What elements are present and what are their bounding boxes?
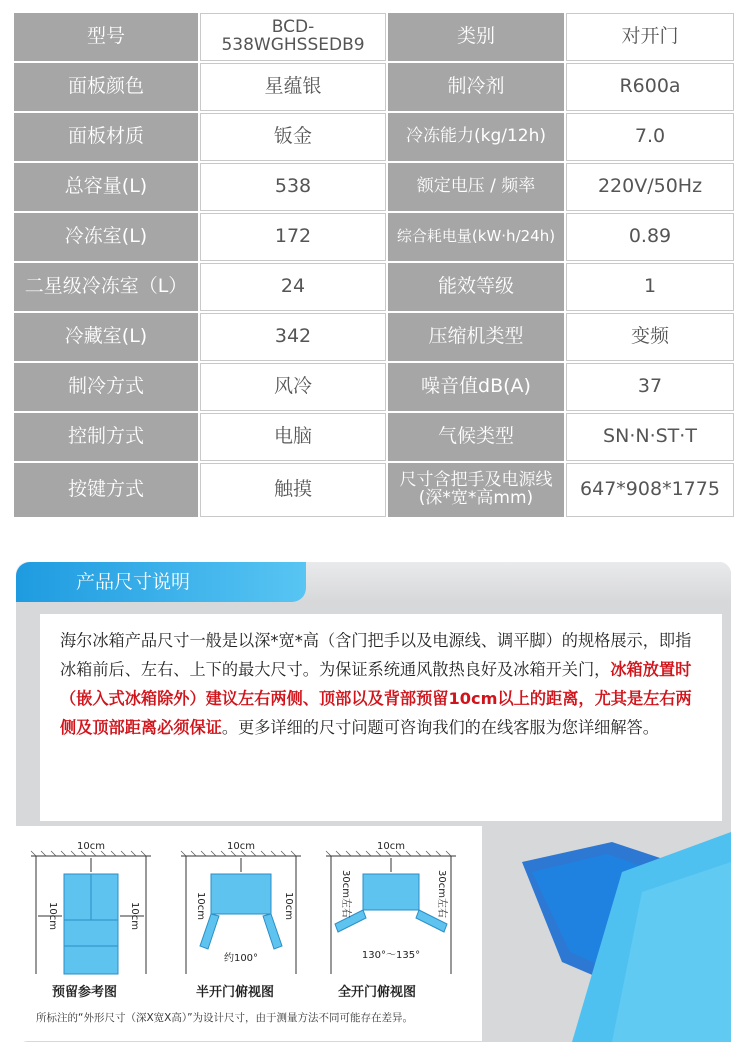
spec-label: 二星级冷冻室（L） [14, 263, 198, 311]
reference-diagram [26, 836, 156, 976]
gap-top-label: 10cm [377, 841, 405, 852]
spec-value: 对开门 [566, 13, 734, 61]
spec-row [13, 462, 737, 518]
spec-value: 钣金 [200, 113, 386, 161]
spec-value: 37 [566, 363, 734, 411]
spec-label: 压缩机类型 [388, 313, 564, 361]
spec-row [13, 112, 737, 162]
caption-full-open: 全开门俯视图 [338, 985, 417, 1000]
gap-left-label: 30cm左右 [340, 870, 351, 918]
spec-label: 尺寸含把手及电源线 (深*宽*高mm) [388, 463, 564, 517]
spec-value: 647*908*1775 [566, 463, 734, 517]
spec-value: 触摸 [200, 463, 386, 517]
spec-table [13, 12, 737, 518]
gap-top-label: 10cm [227, 841, 255, 852]
spec-label: 冷藏室(L) [14, 313, 198, 361]
angle-label: 约100° [223, 953, 259, 964]
gap-top-label: 10cm [77, 841, 105, 852]
spec-label: 能效等级 [388, 263, 564, 311]
decorative-graphic [482, 832, 731, 1042]
spec-label: 气候类型 [388, 413, 564, 461]
spec-value: 24 [200, 263, 386, 311]
spec-value: 220V/50Hz [566, 163, 734, 211]
spec-label: 冷冻室(L) [14, 213, 198, 261]
section-title: 产品尺寸说明 [16, 562, 306, 602]
spec-value: 1 [566, 263, 734, 311]
spec-value: 星蕴银 [200, 63, 386, 111]
spec-value: 变频 [566, 313, 734, 361]
spec-label: 按键方式 [14, 463, 198, 517]
spec-label: 控制方式 [14, 413, 198, 461]
spec-value: 538 [200, 163, 386, 211]
spec-label: 制冷剂 [388, 63, 564, 111]
half-open-diagram [176, 836, 306, 976]
spec-value: 电脑 [200, 413, 386, 461]
caption-half-open: 半开门俯视图 [196, 985, 275, 1000]
spec-label: 类别 [388, 13, 564, 61]
spec-value: SN·N·ST·T [566, 413, 734, 461]
spec-value: R600a [566, 63, 734, 111]
spec-value: 172 [200, 213, 386, 261]
spec-row [13, 312, 737, 362]
spec-label: 综合耗电量(kW·h/24h) [388, 213, 564, 261]
spec-label: 冷冻能力(kg/12h) [388, 113, 564, 161]
angle-label: 130°～135° [361, 950, 421, 961]
gap-right-label: 10cm [129, 902, 140, 930]
spec-value: 风冷 [200, 363, 386, 411]
gap-left-label: 10cm [47, 902, 58, 930]
spec-label: 额定电压 / 频率 [388, 163, 564, 211]
gap-left-label: 10cm [195, 892, 206, 920]
desc-part2: 。更多详细的尺寸问题可咨询我们的在线客服为您详细解答。 [221, 718, 659, 737]
desc-highlight: 冰箱放置时（嵌入式冰箱除外）建议左右两侧、顶部以及背部预留10cm以上的距离，尤其是左右两侧及顶部距离必须保证 [60, 660, 692, 737]
caption-reference: 预留参考图 [52, 985, 118, 1000]
spec-row [13, 362, 737, 412]
spec-row [13, 412, 737, 462]
full-open-diagram [321, 836, 461, 976]
spec-value: 342 [200, 313, 386, 361]
spec-row [13, 162, 737, 212]
spec-row [13, 262, 737, 312]
gap-right-label: 30cm左右 [436, 870, 447, 918]
spec-row [13, 12, 737, 62]
spec-label: 噪音值dB(A) [388, 363, 564, 411]
spec-label: 型号 [14, 13, 198, 61]
spec-row [13, 212, 737, 262]
desc-part1: 海尔冰箱产品尺寸一般是以深*宽*高（含门把手以及电源线、调平脚）的规格展示，即指冰箱前后、左右、上下的最大尺寸。为保证系统通风散热良好及冰箱开关门， [60, 631, 692, 679]
spec-value: 0.89 [566, 213, 734, 261]
diagram-area [16, 826, 482, 1041]
description-text [60, 626, 704, 742]
spec-value: BCD-538WGHSSEDB9 [200, 13, 386, 61]
spec-value: 7.0 [566, 113, 734, 161]
spec-row [13, 62, 737, 112]
spec-label: 面板颜色 [14, 63, 198, 111]
gap-right-label: 10cm [283, 892, 294, 920]
spec-label: 制冷方式 [14, 363, 198, 411]
spec-label: 面板材质 [14, 113, 198, 161]
size-info-panel [16, 562, 731, 1042]
footnote: 所标注的“外形尺寸（深X宽X高）”为设计尺寸，由于测量方法不同可能存在差异。 [36, 1012, 414, 1024]
size-description [40, 614, 722, 821]
spec-label: 总容量(L) [14, 163, 198, 211]
